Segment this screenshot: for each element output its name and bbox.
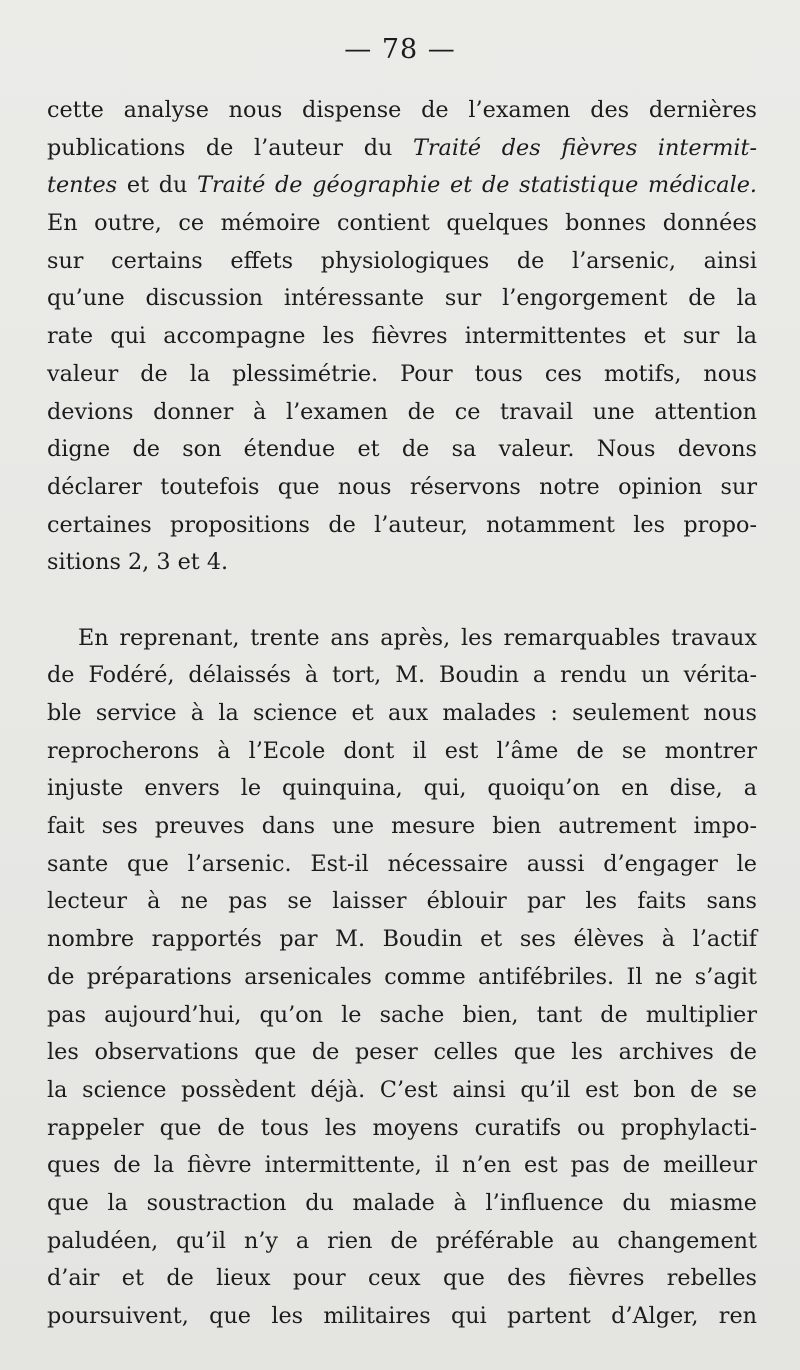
text-line: poursuivent, que les militaires qui partent d’Alger, ren (47, 1303, 757, 1329)
text-line: les observations que de peser celles que les archives de (47, 1039, 757, 1066)
text-line: fait ses preuves dans une mesure bien autrement impo- (47, 813, 757, 840)
text-line: cette analyse nous dispense de l’examen des dernières (47, 97, 757, 123)
text-line: En reprenant, trente ans après, les remarquables travaux (78, 624, 757, 651)
text-line (47, 167, 757, 205)
text-line: rate qui accompagne les fièvres intermittentes et sur la (47, 323, 757, 350)
text-line: lecteur à ne pas se laisser éblouir par les faits sans (47, 888, 757, 915)
text-fragment: et du (117, 172, 198, 199)
text-line: la science possèdent déjà. C’est ainsi qu’il est bon de se (47, 1076, 757, 1103)
text-line: reprocherons à l’Ecole dont il est l’âme de se montrer (47, 737, 757, 764)
text-line: nombre rapportés par M. Boudin et ses élèves à l’actif (47, 926, 757, 953)
text-line: sante que l’arsenic. Est-il nécessaire aussi d’engager le (47, 850, 757, 877)
book-title-italic: tentes (47, 172, 118, 199)
text-line: sitions 2, 3 et 4. (47, 549, 229, 576)
text-line: ble service à la science et aux malades : seulement nous (47, 700, 757, 726)
text-line: certaines propositions de l’auteur, notamment les propo- (47, 511, 757, 538)
text-line: ques de la fièvre intermittente, il n’en est pas de meilleur (47, 1152, 757, 1179)
page-number: — 78 — (344, 34, 456, 65)
text-line: qu’une discussion intéressante sur l’engorgement de la (47, 285, 757, 312)
body-text (47, 92, 757, 1336)
text-line: de Fodéré, délaissés à tort, M. Boudin a rendu un vérita- (47, 662, 757, 689)
book-title-italic: Traité des fièvres intermit- (413, 134, 757, 161)
text-line: En outre, ce mémoire contient quelques bonnes données (47, 210, 757, 237)
text-line: valeur de la plessimétrie. Pour tous ces motifs, nous (47, 360, 757, 387)
text-line: digne de son étendue et de sa valeur. Nous devons (47, 436, 757, 463)
text-line: d’air et de lieux pour ceux que des fièvres rebelles (47, 1265, 757, 1292)
text-line: devions donner à l’examen de ce travail une attention (47, 398, 757, 425)
text-line: paludéen, qu’il n’y a rien de préférable au changement (47, 1227, 757, 1254)
text-line: pas aujourd’hui, qu’on le sache bien, tant de multiplier (47, 1001, 757, 1028)
book-title-italic: Traité de géographie et de statistique médicale. (197, 172, 757, 199)
text-line: injuste envers le quinquina, qui, quoiqu’on en dise, a (47, 775, 757, 802)
text-line: déclarer toutefois que nous réservons notre opinion sur (47, 473, 757, 500)
text-line: sur certains effets physiologiques de l’arsenic, ainsi (47, 247, 757, 274)
text-line: de préparations arsenicales comme antifébriles. Il ne s’agit (47, 963, 757, 990)
text-line (47, 130, 757, 168)
text-line: que la soustraction du malade à l’influence du miasme (47, 1189, 757, 1216)
paragraph-gap (47, 582, 757, 620)
text-fragment: publications de l’auteur du (47, 134, 393, 161)
text-line: rappeler que de tous les moyens curatifs ou prophylacti- (47, 1114, 757, 1141)
